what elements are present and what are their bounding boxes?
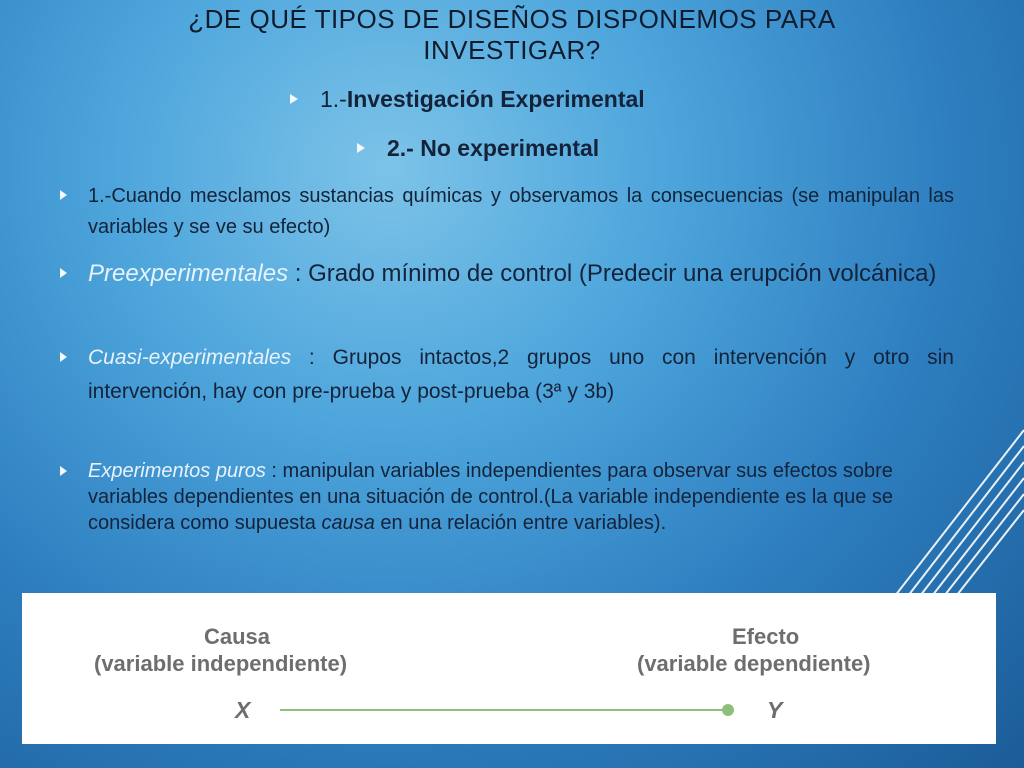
cause-effect-diagram (22, 593, 996, 744)
separator: : (265, 460, 283, 482)
italic-word: causa (321, 512, 375, 534)
paragraph-text-end: en una relación entre variables). (374, 512, 667, 534)
effect-subtitle: (variable dependiente) (637, 651, 871, 676)
bullet-no-experimental (357, 135, 599, 162)
separator: : (288, 260, 309, 287)
connector-endpoint-dot (722, 704, 734, 716)
paragraph-cuasi-experimentales (60, 341, 954, 409)
variable-y-label: Y (767, 697, 783, 723)
paragraph-experimentos-puros (60, 458, 930, 536)
paragraph-text: manipulan variables independientes para observar sus efectos sobre variables dependientes en una situación de control.(La variable independiente es la que se considera como supuesta (88, 460, 894, 534)
variable-x-label: X (235, 697, 251, 723)
effect-title: Efecto (732, 624, 800, 649)
term: Cuasi-experimentales (88, 346, 292, 369)
paragraph-1 (60, 181, 954, 243)
bullet-arrow-icon (60, 190, 67, 200)
bullet-strong-text: Investigación Experimental (346, 86, 645, 112)
cause-title: Causa (204, 624, 271, 649)
paragraph-preexperimentales (60, 256, 954, 291)
term: Experimentos puros (88, 460, 266, 482)
bullet-arrow-icon (290, 94, 298, 104)
cause-subtitle: (variable independiente) (94, 651, 348, 676)
paragraph-text: Grupos intactos,2 grupos uno con intervención y otro sin intervención, hay con pre-prueba y post-prueba (3ª y 3b) (88, 346, 954, 403)
bullet-arrow-icon (60, 352, 67, 362)
bullet-experimental (290, 86, 645, 113)
bullet-arrow-icon (60, 466, 67, 476)
bullet-text: 2.- No experimental (387, 135, 600, 161)
term: Preexperimentales (88, 260, 289, 287)
paragraph-text: 1.-Cuando mesclamos sustancias químicas y observamos la consecuencias (se manipulan las variables y se ve su efecto) (88, 185, 954, 238)
paragraph-text: Grado mínimo de control (Predecir una erupción volcánica) (308, 260, 937, 287)
bullet-arrow-icon (60, 268, 67, 278)
effect-label (637, 623, 871, 677)
separator: : (291, 346, 333, 369)
slide-title: ¿DE QUÉ TIPOS DE DISEÑOS DISPONEMOS PARA INVESTIGAR? (188, 4, 836, 65)
bullet-arrow-icon (357, 143, 365, 153)
bullet-prefix: 1.- (320, 86, 347, 112)
cause-label (94, 623, 347, 677)
cause-effect-connector (280, 709, 730, 711)
